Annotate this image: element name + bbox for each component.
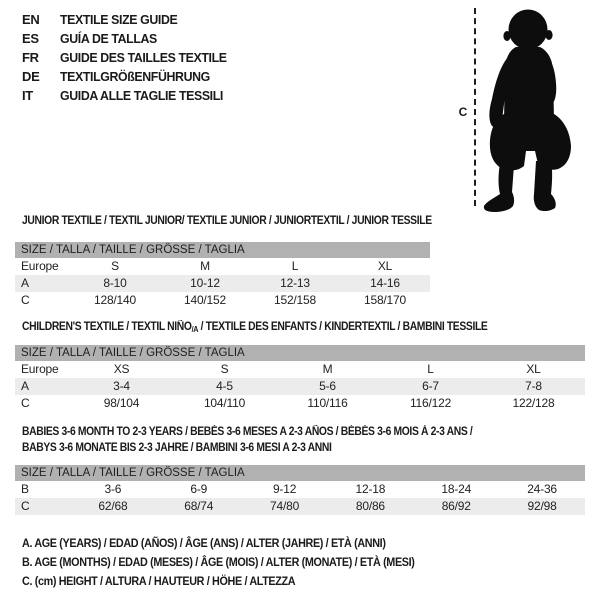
junior-size-table: [15, 242, 430, 309]
babies-title-line1: BABIES 3-6 MONTH TO 2-3 YEARS / BEBÉS 3-6 MESES A 2-3 AÑOS / BÉBÉS 3-6 MOIS À 2-3 ANS /: [22, 426, 473, 438]
cell: 152/158: [274, 293, 316, 307]
cell: 158/170: [364, 293, 406, 307]
cell: M: [200, 259, 210, 273]
cell: 98/104: [103, 396, 140, 410]
toddler-silhouette-icon: [478, 8, 578, 213]
cell: 8-10: [103, 276, 127, 290]
table-row: [15, 292, 430, 309]
cell: S: [220, 362, 229, 376]
row-label: Europe: [21, 259, 59, 273]
title-subscript: /A: [191, 325, 199, 334]
language-title-list: [22, 10, 235, 105]
cell: 18-24: [441, 482, 472, 496]
cell: XL: [526, 362, 541, 376]
lang-title: GUIDE DES TAILLES TEXTILE: [60, 50, 227, 65]
title-part: / TEXTILE DES ENFANTS / KINDERTEXTIL / BAMBINI TESSILE: [198, 321, 488, 333]
cell: S: [111, 259, 119, 273]
cell: 12-18: [355, 482, 386, 496]
lang-code: FR: [22, 50, 39, 65]
cell: 140/152: [184, 293, 226, 307]
cell: 62/68: [98, 499, 128, 513]
cell: 3-4: [113, 379, 130, 393]
lang-code: EN: [22, 12, 40, 27]
cell: M: [322, 362, 333, 376]
footnote-c-text: C. (cm) HEIGHT / ALTURA / HAUTEUR / HÖHE / ALTEZZA: [22, 574, 296, 588]
row-label: C: [21, 396, 30, 410]
children-size-table: [15, 345, 585, 412]
table-row: [15, 361, 585, 378]
cell: 80/86: [355, 499, 385, 513]
babies-table-title: [22, 426, 523, 454]
height-measure-label: C: [458, 105, 468, 119]
cell: 6-7: [422, 379, 439, 393]
junior-table-title-text: JUNIOR TEXTILE / TEXTIL JUNIOR/ TEXTILE JUNIOR / JUNIORTEXTIL / JUNIOR TESSILE: [22, 215, 432, 227]
cell: 122/128: [512, 396, 555, 410]
children-table-title: [22, 321, 539, 334]
babies-title-line2: BABYS 3-6 MONATE BIS 2-3 JAHRE / BAMBINI 3-6 MESI A 2-3 ANNI: [22, 442, 332, 454]
table-row: [15, 481, 585, 498]
table-row: [15, 275, 430, 292]
lang-row-en: [22, 10, 235, 29]
cell: L: [291, 259, 299, 273]
cell: L: [427, 362, 434, 376]
cell: 6-9: [190, 482, 208, 496]
row-label: Europe: [21, 362, 59, 376]
table-row: [15, 378, 585, 395]
table-row: [15, 395, 585, 412]
size-header-row: [15, 242, 430, 258]
footnotes: [22, 534, 458, 591]
size-header-text: SIZE / TALLA / TAILLE / GRÖSSE / TAGLIA: [21, 347, 245, 359]
lang-title: TEXTILE SIZE GUIDE: [60, 12, 178, 27]
cell: XS: [113, 362, 130, 376]
height-measure-line: [474, 8, 476, 206]
junior-table-title: [22, 215, 477, 227]
size-header-row: [15, 465, 585, 481]
footnote-a-text: A. AGE (YEARS) / EDAD (AÑOS) / ÂGE (ANS) / ALTER (JAHRE) / ETÀ (ANNI): [22, 536, 386, 550]
size-header-text: SIZE / TALLA / TAILLE / GRÖSSE / TAGLIA: [21, 467, 245, 479]
row-label: C: [21, 293, 30, 307]
lang-title: TEXTILGRÖßENFÜHRUNG: [60, 69, 210, 84]
cell: 104/110: [203, 396, 246, 410]
cell: 92/98: [527, 499, 557, 513]
lang-code: IT: [22, 88, 33, 103]
size-header-text: SIZE / TALLA / TAILLE / GRÖSSE / TAGLIA: [21, 244, 245, 256]
lang-code: ES: [22, 31, 39, 46]
title-part: CHILDREN'S TEXTILE / TEXTIL NIÑO: [22, 321, 192, 333]
row-label: C: [21, 499, 30, 513]
cell: 110/116: [307, 396, 348, 410]
lang-row-de: [22, 67, 235, 86]
cell: XL: [377, 259, 393, 273]
footnote-b-text: B. AGE (MONTHS) / EDAD (MESES) / ÂGE (MOIS) / ALTER (MONATE) / ETÀ (MESI): [22, 555, 415, 569]
cell: 74/80: [270, 499, 300, 513]
cell: 4-5: [216, 379, 233, 393]
footnote-a: [22, 534, 458, 553]
row-label: A: [21, 276, 29, 290]
footnote-b: [22, 553, 458, 572]
cell: 3-6: [104, 482, 122, 496]
cell: 128/140: [94, 293, 136, 307]
row-label: A: [21, 379, 29, 393]
cell: 116/122: [409, 396, 452, 410]
lang-code: DE: [22, 69, 40, 84]
cell: 12-13: [280, 276, 310, 290]
lang-row-es: [22, 29, 235, 48]
babies-size-table: [15, 465, 585, 515]
lang-title: GUÍA DE TALLAS: [60, 31, 157, 46]
cell: 68/74: [184, 499, 214, 513]
children-table-title-text: [22, 321, 487, 334]
row-label: B: [21, 482, 29, 496]
cell: 86/92: [441, 499, 471, 513]
footnote-c: [22, 572, 458, 591]
cell: 9-12: [272, 482, 297, 496]
cell: 5-6: [319, 379, 336, 393]
cell: 7-8: [525, 379, 542, 393]
table-row: [15, 498, 585, 515]
lang-title: GUIDA ALLE TAGLIE TESSILI: [60, 88, 223, 103]
lang-row-it: [22, 86, 235, 105]
size-header-row: [15, 345, 585, 361]
table-row: [15, 258, 430, 275]
cell: 24-36: [527, 482, 557, 496]
cell: 14-16: [370, 276, 400, 290]
lang-row-fr: [22, 48, 235, 67]
cell: 10-12: [190, 276, 220, 290]
